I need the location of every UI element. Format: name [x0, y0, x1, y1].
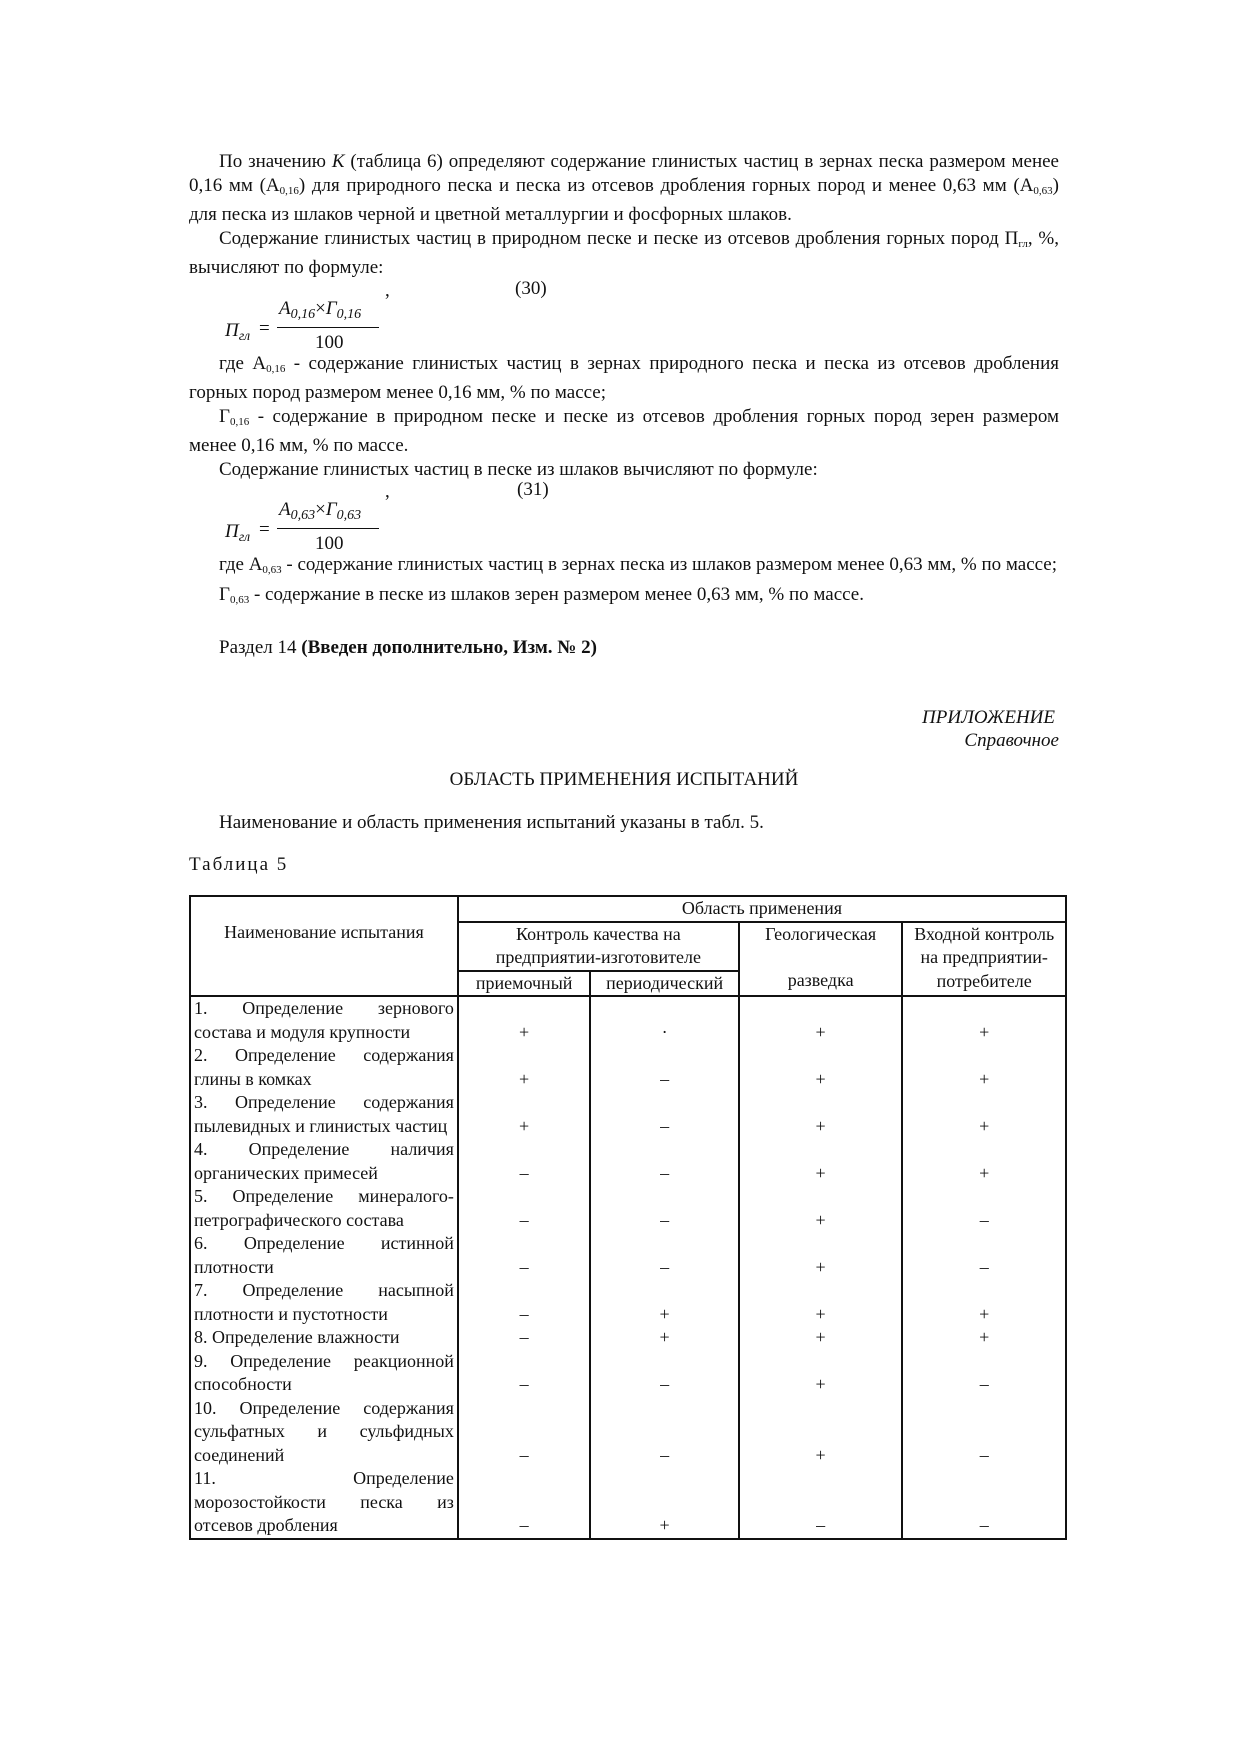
- test-name-cell: 3. Определение содержания пылевидных и глинистых частиц: [190, 1091, 458, 1138]
- header-test-name: Наименование испытания: [190, 896, 458, 996]
- appendix-kind: Справочное: [964, 730, 1059, 751]
- applicability-cell: –: [590, 1350, 739, 1397]
- formula-30: , (30) $П_{гл}$ = $А_{0,16}\times Г_{0,16}$ 100: [225, 277, 547, 353]
- applicability-cell: –: [590, 1397, 739, 1468]
- table-row: [190, 1350, 1066, 1397]
- table-row: [190, 1326, 1066, 1350]
- applicability-cell: –: [458, 1138, 590, 1185]
- table-row: [190, 1279, 1066, 1326]
- applicability-cell: –: [739, 1467, 903, 1539]
- definition-a063: где $А_{0,63}$ - содержание глинистых частиц в зернах песка из шлаков размером менее 0,63 мм, % по массе;: [219, 554, 1057, 576]
- applicability-cell: –: [458, 1279, 590, 1326]
- test-name-cell: 5. Определение минералого-петрографического состава: [190, 1185, 458, 1232]
- applicability-cell: +: [739, 1279, 903, 1326]
- applicability-cell: +: [590, 1279, 739, 1326]
- test-name-cell: 9. Определение реакционной способности: [190, 1350, 458, 1397]
- document-page: [189, 0, 1059, 1540]
- applicability-cell: +: [739, 1350, 903, 1397]
- paragraph-slag-formula: Содержание глинистых частиц в песке из шлаков вычисляют по формуле:: [219, 458, 818, 480]
- applicability-cell: –: [458, 1232, 590, 1279]
- applicability-cell: –: [590, 1044, 739, 1091]
- header-scope: Область применения: [458, 896, 1066, 922]
- applicability-cell: +: [458, 1044, 590, 1091]
- test-name-cell: 1. Определение зернового состава и модуля крупности: [190, 996, 458, 1044]
- applicability-cell: +: [739, 1044, 903, 1091]
- table-row: [190, 996, 1066, 1044]
- header-periodic: периодический: [590, 971, 739, 997]
- applicability-cell: ·: [590, 996, 739, 1044]
- table-body: [190, 996, 1066, 1539]
- test-name-cell: 10. Определение содержания сульфатных и сульфидных соединений: [190, 1397, 458, 1468]
- test-name-cell: 7. Определение насыпной плотности и пустотности: [190, 1279, 458, 1326]
- applicability-cell: –: [902, 1397, 1066, 1468]
- applicability-cell: –: [902, 1185, 1066, 1232]
- test-name-cell: 8. Определение влажности: [190, 1326, 458, 1350]
- applicability-cell: +: [902, 1326, 1066, 1350]
- applicability-cell: +: [902, 1091, 1066, 1138]
- appendix-label: ПРИЛОЖЕНИЕ: [922, 706, 1055, 728]
- table-row: [190, 1091, 1066, 1138]
- applicability-cell: +: [458, 996, 590, 1044]
- applicability-cell: +: [902, 996, 1066, 1044]
- applicability-cell: –: [458, 1397, 590, 1468]
- tests-table: [189, 895, 1067, 1540]
- applicability-cell: +: [902, 1138, 1066, 1185]
- applicability-cell: +: [590, 1467, 739, 1539]
- applicability-cell: –: [902, 1350, 1066, 1397]
- test-name-cell: 11. Определение морозостойкости песка из отсевов дробления: [190, 1467, 458, 1539]
- applicability-cell: –: [458, 1185, 590, 1232]
- appendix-title: ОБЛАСТЬ ПРИМЕНЕНИЯ ИСПЫТАНИЙ: [449, 768, 799, 790]
- applicability-cell: +: [739, 1138, 903, 1185]
- applicability-cell: +: [458, 1091, 590, 1138]
- applicability-cell: +: [739, 996, 903, 1044]
- header-incoming: Входной контроль на предприятии-потребителе: [902, 922, 1066, 997]
- applicability-cell: +: [739, 1232, 903, 1279]
- table-row: [190, 1138, 1066, 1185]
- applicability-cell: +: [739, 1326, 903, 1350]
- table-row: [190, 1232, 1066, 1279]
- equation-number: (30): [515, 277, 547, 299]
- definition-g016: $Г_{0,16}$ - содержание в природном песке и песке из отсевов дробления горных пород зерен размером менее 0,16 мм, % по массе.: [189, 405, 1059, 456]
- applicability-cell: +: [739, 1185, 903, 1232]
- table-row: [190, 1044, 1066, 1091]
- test-name-cell: 2. Определение содержания глины в комках: [190, 1044, 458, 1091]
- applicability-cell: –: [902, 1467, 1066, 1539]
- table-caption: Таблица 5: [189, 854, 289, 875]
- applicability-cell: –: [590, 1232, 739, 1279]
- header-qc: Контроль качества на предприятии-изготовителе: [458, 922, 739, 971]
- applicability-cell: +: [902, 1279, 1066, 1326]
- section-amendment-note: Раздел 14 (Введен дополнительно, Изм. № 2): [219, 637, 597, 658]
- applicability-cell: –: [590, 1138, 739, 1185]
- definition-g063: $Г_{0,63}$ - содержание в песке из шлаков зерен размером менее 0,63 мм, % по массе.: [219, 583, 864, 606]
- applicability-cell: –: [458, 1467, 590, 1539]
- header-geology: Геологическая разведка: [739, 922, 903, 997]
- applicability-cell: –: [590, 1091, 739, 1138]
- table-row: [190, 1397, 1066, 1468]
- test-name-cell: 6. Определение истинной плотности: [190, 1232, 458, 1279]
- equation-number: (31): [517, 479, 549, 500]
- applicability-cell: –: [458, 1326, 590, 1350]
- applicability-cell: +: [590, 1326, 739, 1350]
- applicability-cell: –: [902, 1232, 1066, 1279]
- definition-a016: где $А_{0,16}$ - содержание глинистых частиц в зернах природного песка и песка из отсевов дробления горных пород размером менее 0,16 мм, % по массе;: [189, 352, 1059, 403]
- applicability-cell: –: [590, 1185, 739, 1232]
- test-name-cell: 4. Определение наличия органических примесей: [190, 1138, 458, 1185]
- applicability-cell: –: [458, 1350, 590, 1397]
- table-row: [190, 1185, 1066, 1232]
- header-acceptance: приемочный: [458, 971, 590, 997]
- appendix-text: Наименование и область применения испытаний указаны в табл. 5.: [219, 811, 764, 833]
- paragraph-formula-intro: Содержание глинистых частиц в природном песке и песке из отсевов дробления горных пород $П_{гл}$, %, вычисляют по формуле:: [189, 227, 1060, 278]
- applicability-cell: +: [739, 1091, 903, 1138]
- table-row: [190, 1467, 1066, 1539]
- paragraph-k-value: По значению K (таблица 6) определяют содержание глинистых частиц в зернах песка размером менее 0,16 мм $(А_{0,16})$ для природного песка и песка из отсевов дробления горных пород и менее 0,63 мм $(А_{0,63})$ для песка из шлаков черной и цветной металлургии и фосфорных шлаков.: [189, 151, 1059, 225]
- applicability-cell: +: [739, 1397, 903, 1468]
- applicability-cell: +: [902, 1044, 1066, 1091]
- formula-31: , (31) $П_{гл}$ = $А_{0,63}\times Г_{0,63}$ 100: [225, 479, 549, 554]
